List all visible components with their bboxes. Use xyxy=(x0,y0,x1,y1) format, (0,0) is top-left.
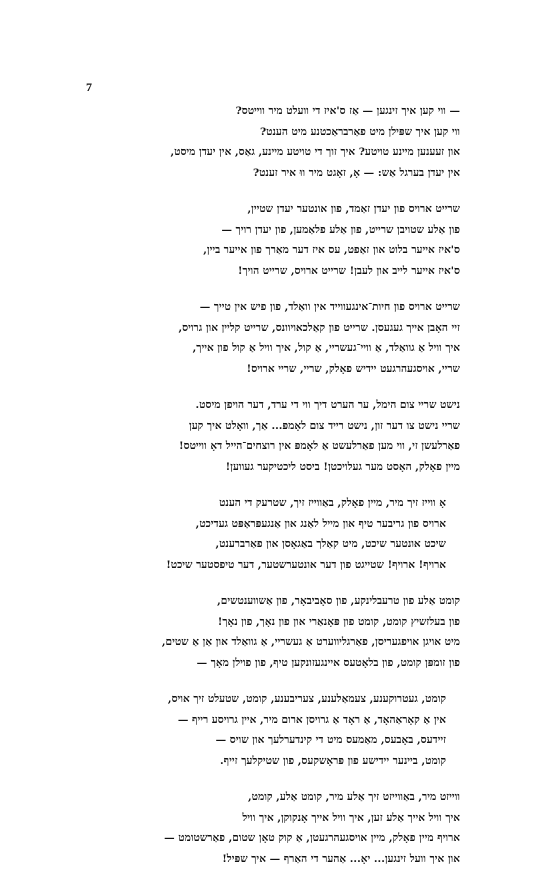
stanza-line: שרייט ארויס פון יעדן זאַמד, פון אונטער יעדן שטיין, xyxy=(247,203,460,215)
stanza-line: נישט שריי צום הימל, ער הערט דיך ווי די ערד, דער הויפן מיסט. xyxy=(195,399,460,411)
stanza-line: ווי קען איך שפּילן מיט פאַרבראַכטנע מיט הענט? xyxy=(259,125,460,138)
stanza-line: און איך וועל זינגען... יאָ... אַהער די האַרף — איך שפּיל! xyxy=(222,852,460,865)
stanza-3 xyxy=(112,297,460,379)
stanza-line: שריי נישט צו דער זון, נישט רייד צום לאָמפּ... אַך, וואָלט איך קען xyxy=(189,419,460,432)
stanza-line: ארויף מיין פאָלק, מיין אויסגעהרגעטן, אַ קוק טאָן שטום, פאַרשטומט — xyxy=(164,832,460,844)
stanza-line: און זעענען מיינע טויטע? איך זוך די טויטע מיינע, גאַס, אין יעדן מיסט, xyxy=(170,146,460,158)
stanza-line: שריי, אויסגעהרגעט יידיש פאָלק, שריי, שריי ארויס! xyxy=(246,362,460,375)
stanza-line: אין יעדן בערגל אַש: — אָ, זאָגט מיר ווּ איר זענט? xyxy=(252,166,460,179)
stanza-line: זיי האָבן אייך געגעסן. שרייט פון קאַלכאויוונס, שרייט קליין און גרויס, xyxy=(178,321,460,334)
stanza-6 xyxy=(112,591,460,673)
stanza-line: זיידעס, באָבעס, מאַמעס מיט די קינדערלעך און שויס — xyxy=(215,734,446,746)
stanza-line: קומט, ביינער יידישע פון פּראָשקעס, פון שטיקלעך זייף. xyxy=(220,754,446,767)
stanza-line: ווייזט מיר, באַווייזט זיך אַלע מיר, קומט אַלע, קומט, xyxy=(247,791,460,803)
stanza-line: — ווי קען איך זינגען — אַז ס'איז די וועלט מיר ווײטס? xyxy=(235,105,460,117)
stanza-line: ס'איז אייער לייב און לעבן! שרייט ארויס, שרייט הויך! xyxy=(237,264,460,277)
stanza-line: פון בעלזשיץ קומט, קומט פון פּאָנאַרי און פון נאָך, פון נאָך! xyxy=(217,615,460,628)
stanza-4 xyxy=(112,395,460,477)
stanza-line: פאַרלעשן זי, ווי מען פאַרלעשט אַ לאָמפּ אין רוצחים־הייל דאָ ווײטס! xyxy=(179,440,460,452)
stanza-line: פון אַלע שטויבן שרייט, פון אַלע פלאַמען, פון יעדן רויך — xyxy=(221,223,460,236)
stanza-line: פון זומפּן קומט, פון בלאָטעס איינגעזונקען טיף, פון פוילן מאָך — xyxy=(196,656,460,669)
stanza-line: איך וויל אייך אַלע זען, איך וויל אייך אָנקוקן, איך וויל xyxy=(242,811,460,824)
stanza-line: אָ ווייז זיך מיר, מיין פאָלק, באַווייז זיך, שטרעק די הענט xyxy=(219,497,446,509)
stanza-line: קומט אַלע פון טרעבלינקע, פון סאָביבאָר, פון אַשווענטשים, xyxy=(217,595,460,607)
stanza-5 xyxy=(112,493,460,575)
stanza-line: שיכט אונטער שיכט, מיט קאַלך באַגאָסן און פאַרברענט, xyxy=(215,538,446,550)
stanza-line: ארויס פון גריבער טיף און מייל לאַנג און אַנגעפּראַפּט געדיכט, xyxy=(195,517,446,530)
stanza-line: מיין פאָלק, האָסט מער געלויכטן! ביסט ליכטיקער געווען! xyxy=(225,460,460,473)
stanza-line: ס'איז אייער בלוט און זאַפט, עס איז דער מאַרך פון אייער ביין, xyxy=(203,244,460,256)
stanza-line: אין אַ קאָראַהאָד, אַ ראָד אַ גרויסן ארום מיר, איין גרויסע רייף — xyxy=(177,713,446,726)
stanza-2 xyxy=(112,199,460,281)
stanza-8 xyxy=(112,787,460,869)
poem-text-block xyxy=(112,101,460,885)
stanza-line: ארויף! ארויף! שטייגט פון דער אונטערשטער, דער טיפסטער שיכט! xyxy=(166,558,446,571)
stanza-line: שרייט ארויס פון חיות־אינגעווייד אין וואַלד, פון פיש אין טייך — xyxy=(199,301,460,313)
page-number: 7 xyxy=(86,80,92,94)
stanza-line: קומט, געטרוקענע, צעמאַלענע, צעריבענע, קומט, שטעלט זיך אויס, xyxy=(167,693,446,705)
stanza-line: איך וויל אַ גוואַלד, אַ וויי־געשריי, אַ קול, איך וויל אַ קול פון אייך, xyxy=(192,342,460,354)
stanza-line: מיט אויגן אויפגעריסן, פאַרגליווערט אַ געשריי, אַ גוואַלד און אַן אַ שטים, xyxy=(161,636,460,648)
stanza-1 xyxy=(112,101,460,183)
